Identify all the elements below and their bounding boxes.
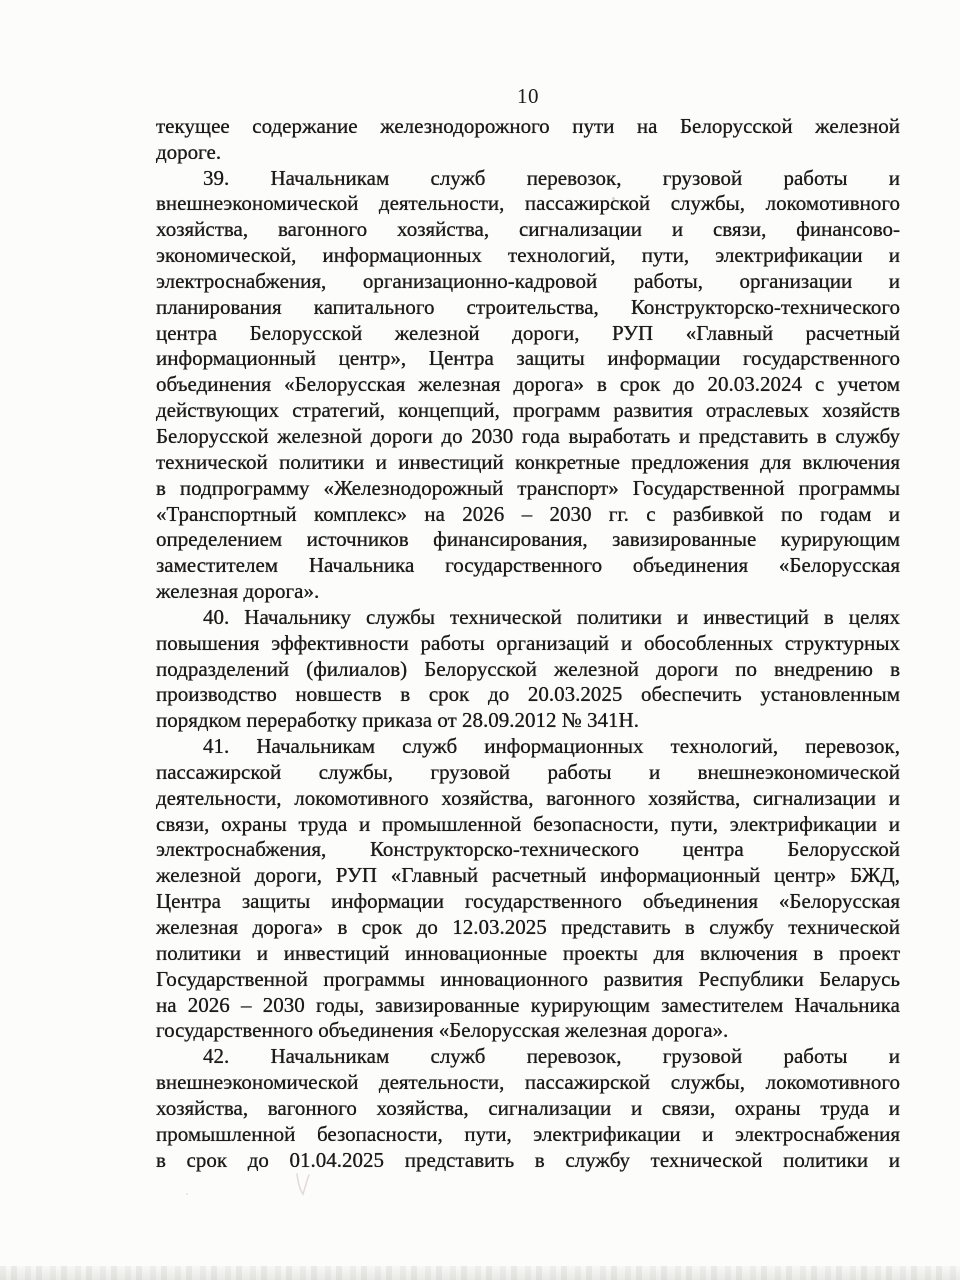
text-line: Белорусской железной дороги до 2030 года выработать и представить в службу bbox=[156, 423, 900, 448]
text-line: повышения эффективности работы организаций и обособленных структурных bbox=[156, 630, 900, 655]
document-body bbox=[156, 114, 900, 1174]
text-line: в срок до 01.04.2025 представить в службу технической политики и bbox=[156, 1147, 900, 1172]
page-content bbox=[156, 84, 900, 1173]
text-line: порядком переработку приказа от 28.09.2012 № 341Н. bbox=[156, 708, 639, 733]
paragraph bbox=[156, 166, 900, 605]
scan-speck bbox=[612, 197, 615, 200]
paragraph bbox=[156, 605, 900, 734]
text-line: промышленной безопасности, пути, электрификации и электроснабжения bbox=[156, 1121, 900, 1146]
text-line: пассажирской службы, грузовой работы и внешнеэкономической bbox=[156, 759, 900, 784]
text-line: внешнеэкономической деятельности, пассажирской службы, локомотивного bbox=[156, 1070, 900, 1095]
text-line: дороге. bbox=[156, 139, 222, 164]
text-line: хозяйства, вагонного хозяйства, сигнализации и связи, охраны труда и bbox=[156, 1095, 900, 1120]
text-line: планирования капитального строительства, Конструкторско-технического bbox=[156, 294, 900, 319]
text-line: связи, охраны труда и промышленной безопасности, пути, электрификации и bbox=[156, 811, 900, 836]
text-line: экономической, информационных технологий, пути, электрификации и bbox=[156, 243, 900, 268]
pen-mark bbox=[294, 1172, 312, 1198]
text-line: Государственной программы инновационного развития Республики Беларусь bbox=[156, 966, 900, 991]
text-line: подразделений (филиалов) Белорусской железной дороги по внедрению в bbox=[156, 656, 900, 681]
paragraph bbox=[156, 114, 900, 166]
paragraph bbox=[156, 734, 900, 1044]
text-line: хозяйства, вагонного хозяйства, сигнализации и связи, финансово- bbox=[156, 217, 900, 242]
text-line: определением источников финансирования, завизированные курирующим bbox=[156, 527, 900, 552]
text-line: железная дорога» в срок до 12.03.2025 представить в службу технической bbox=[156, 915, 900, 939]
scan-speck bbox=[186, 1193, 188, 1195]
text-line: Центра защиты информации государственного объединения «Белорусская bbox=[156, 889, 900, 914]
text-line: государственного объединения «Белорусская железная дорога». bbox=[156, 1018, 729, 1043]
text-line: на 2026 – 2030 годы, завизированные курирующим заместителем Начальника bbox=[156, 992, 900, 1017]
text-line: деятельности, локомотивного хозяйства, вагонного хозяйства, сигнализации и bbox=[156, 785, 900, 810]
text-line: заместителем Начальника государственного объединения «Белорусская bbox=[156, 553, 900, 578]
text-line: электроснабжения, организационно-кадровой работы, организации и bbox=[156, 268, 900, 293]
text-line: информационный центр», Центра защиты информации государственного bbox=[156, 346, 900, 371]
text-line: внешнеэкономической деятельности, пассажирской службы, локомотивного bbox=[156, 191, 900, 216]
text-line: действующих стратегий, концепций, программ развития отраслевых хозяйств bbox=[156, 398, 900, 423]
text-line: 41. Начальникам служб информационных технологий, перевозок, bbox=[203, 734, 900, 759]
text-line: «Транспортный комплекс» на 2026 – 2030 гг. с разбивкой по годам и bbox=[156, 501, 900, 526]
text-line: 39. Начальникам служб перевозок, грузовой работы и bbox=[203, 165, 900, 190]
text-line: объединения «Белорусская железная дорога» в срок до 20.03.2024 с учетом bbox=[156, 372, 900, 397]
text-line: центра Белорусской железной дороги, РУП «Главный расчетный bbox=[156, 320, 900, 345]
text-line: политики и инвестиций инновационные проекты для включения в проект bbox=[156, 940, 900, 965]
text-line: производство новшеств в срок до 20.03.2025 обеспечить установленным bbox=[156, 682, 900, 707]
text-line: 42. Начальникам служб перевозок, грузовой работы и bbox=[203, 1044, 900, 1069]
scan-edge-shadow bbox=[0, 1266, 960, 1280]
text-line: 40. Начальнику службы технической политики и инвестиций в целях bbox=[203, 604, 900, 629]
paragraph bbox=[156, 1044, 900, 1173]
text-line: в подпрограмму «Железнодорожный транспорт» Государственной программы bbox=[156, 475, 900, 500]
text-line: железной дороги, РУП «Главный расчетный информационный центр» БЖД, bbox=[156, 863, 900, 888]
text-line: электроснабжения, Конструкторско-технического центра Белорусской bbox=[156, 837, 900, 862]
text-line: железная дорога». bbox=[156, 579, 320, 604]
page-number: 10 bbox=[517, 84, 539, 108]
text-line: текущее содержание железнодорожного пути на Белорусской железной bbox=[156, 113, 900, 138]
text-line: технической политики и инвестиций конкретные предложения для включения bbox=[156, 449, 900, 474]
